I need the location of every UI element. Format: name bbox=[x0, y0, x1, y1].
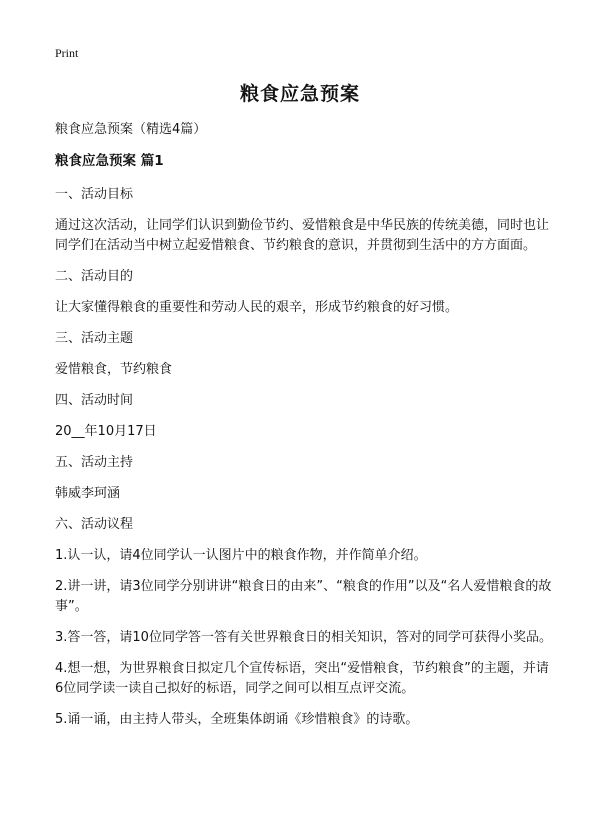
agenda-item-4: 4.想一想，为世界粮食日拟定几个宣传标语，突出“爱惜粮食，节约粮食”的主题，并请6位同学读一读自己拟好的标语，同学之间可以相互点评交流。 bbox=[55, 661, 549, 696]
heading-goal: 一、活动目标 bbox=[55, 187, 134, 202]
agenda-item-3: 3.答一答，请10位同学答一答有关世界粮食日的相关知识，答对的同学可获得小奖品。 bbox=[55, 630, 552, 645]
document-title: 粮食应急预案 bbox=[239, 83, 360, 105]
agenda-item-5: 5.诵一诵，由主持人带头，全班集体朗诵《珍惜粮食》的诗歌。 bbox=[55, 712, 419, 727]
paragraph-purpose: 让大家懂得粮食的重要性和劳动人民的艰辛，形成节约粮食的好习惯。 bbox=[55, 300, 459, 315]
paragraph-host: 韩威李珂涵 bbox=[55, 486, 121, 501]
paragraph-time: 20__年10月17日 bbox=[55, 424, 157, 439]
document-subtitle: 粮食应急预案（精选4篇） bbox=[55, 122, 207, 137]
section-heading: 粮食应急预案 篇1 bbox=[55, 153, 164, 169]
paragraph-goal: 通过这次活动，让同学们认识到勤俭节约、爱惜粮食是中华民族的传统美德，同时也让同学们在活动当中树立起爱惜粮食、节约粮食的意识，并贯彻到生活中的方方面面。 bbox=[55, 218, 550, 253]
heading-theme: 三、活动主题 bbox=[55, 331, 134, 346]
heading-purpose: 二、活动目的 bbox=[55, 269, 134, 284]
agenda-item-1: 1.认一认，请4位同学认一认图片中的粮食作物，并作简单介绍。 bbox=[55, 548, 427, 563]
print-label: Print bbox=[55, 46, 79, 60]
document-body bbox=[55, 120, 555, 741]
heading-time: 四、活动时间 bbox=[55, 393, 134, 408]
heading-agenda: 六、活动议程 bbox=[55, 517, 134, 532]
agenda-item-2: 2.讲一讲，请3位同学分别讲讲“粮食日的由来”、“粮食的作用”以及“名人爱惜粮食的故事”。 bbox=[55, 579, 552, 614]
heading-host: 五、活动主持 bbox=[55, 455, 134, 470]
paragraph-theme: 爱惜粮食，节约粮食 bbox=[55, 362, 173, 377]
